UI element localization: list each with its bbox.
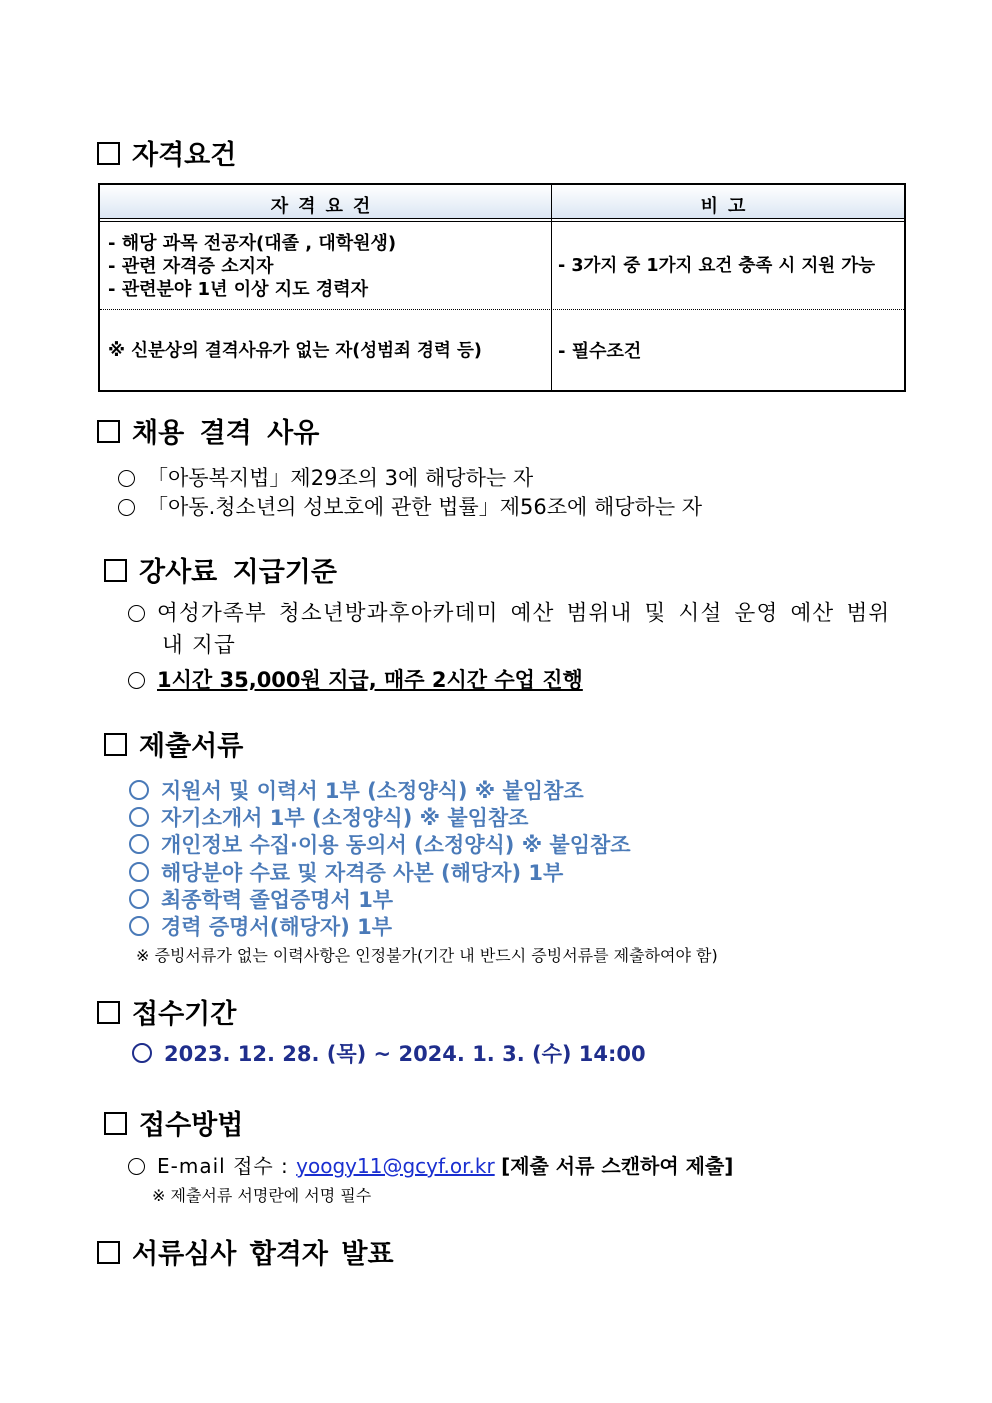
list-item: 「아동복지법」제29조의 3에 해당하는 자 [118, 465, 533, 491]
section-title-method: 접수방법 [104, 1109, 243, 1143]
list-item: 개인정보 수집·이용 동의서 (소정양식) ※ 붙임참조 [129, 832, 631, 858]
checkbox-square-icon [104, 1112, 127, 1135]
circle-bullet-icon [129, 862, 149, 882]
section-title-fee: 강사료 지급기준 [104, 556, 337, 590]
list-item: 최종학력 졸업증명서 1부 [129, 887, 393, 913]
checkbox-square-icon [97, 1241, 120, 1264]
list-item: 자기소개서 1부 (소정양식) ※ 붙임참조 [129, 805, 528, 831]
circle-bullet-icon [129, 807, 149, 827]
circle-bullet-icon [129, 916, 149, 936]
method-value: E-mail 접수 : yoogy11@gcyf.or.kr [제출 서류 스캔하여 제출] [128, 1153, 733, 1179]
circle-bullet-icon [128, 1158, 145, 1175]
header-requirements: 자격요건 [270, 196, 381, 217]
list-item: 해당분야 수료 및 자격증 사본 (해당자) 1부 [129, 860, 563, 886]
row1-requirements [108, 232, 396, 301]
checkbox-square-icon [104, 559, 127, 582]
list-item: 여성가족부 청소년방과후아카데미 예산 범위내 및 시설 운영 예산 범위 [128, 601, 890, 627]
circle-bullet-icon [128, 672, 145, 689]
row2-requirement: ※ 신분상의 결격사유가 없는 자(성범죄 경력 등) [108, 341, 482, 361]
circle-bullet-icon [118, 499, 135, 516]
circle-bullet-icon [129, 834, 149, 854]
documents-note: ※ 증빙서류가 없는 이력사항은 인정불가(기간 내 반드시 증빙서류를 제출하여야 함) [136, 946, 718, 965]
header-note: 비고 [700, 196, 756, 217]
row2-note: - 필수조건 [558, 341, 642, 362]
list-item: 1시간 35,000원 지급, 매주 2시간 수업 진행 [128, 667, 583, 693]
section-title-disqualification: 채용 결격 사유 [97, 417, 319, 451]
list-item: 지원서 및 이력서 1부 (소정양식) ※ 붙임참조 [129, 778, 584, 804]
section-title-period: 접수기간 [97, 998, 236, 1032]
list-item: - 관련분야 1년 이상 지도 경력자 [108, 279, 368, 300]
list-item: 「아동.청소년의 성보호에 관한 법률」제56조에 해당하는 자 [118, 494, 702, 520]
checkbox-square-icon [97, 1001, 120, 1024]
checkbox-square-icon [104, 733, 127, 756]
list-item-continuation: 내 지급 [162, 633, 236, 658]
circle-bullet-icon [118, 470, 135, 487]
section-title-qualifications: 자격요건 [97, 139, 236, 173]
circle-bullet-icon [128, 605, 145, 622]
checkbox-square-icon [97, 142, 120, 165]
checkbox-square-icon [97, 420, 120, 443]
circle-bullet-icon [132, 1043, 152, 1063]
circle-bullet-icon [129, 780, 149, 800]
row1-note: - 3가지 중 1가지 요건 충족 시 지원 가능 [558, 256, 876, 276]
section-title-announcement: 서류심사 합격자 발표 [97, 1238, 394, 1272]
method-note: ※ 제출서류 서명란에 서명 필수 [152, 1186, 372, 1205]
list-item: 경력 증명서(해당자) 1부 [129, 914, 392, 940]
period-value: 2023. 12. 28. (목) ~ 2024. 1. 3. (수) 14:00 [132, 1041, 646, 1067]
qualifications-table [98, 183, 906, 392]
list-item: - 관련 자격증 소지자 [108, 256, 274, 277]
section-title-documents: 제출서류 [104, 730, 243, 764]
circle-bullet-icon [129, 889, 149, 909]
email-link[interactable]: yoogy11@gcyf.or.kr [296, 1154, 495, 1178]
list-item: - 해당 과목 전공자(대졸 , 대학원생) [108, 233, 397, 254]
